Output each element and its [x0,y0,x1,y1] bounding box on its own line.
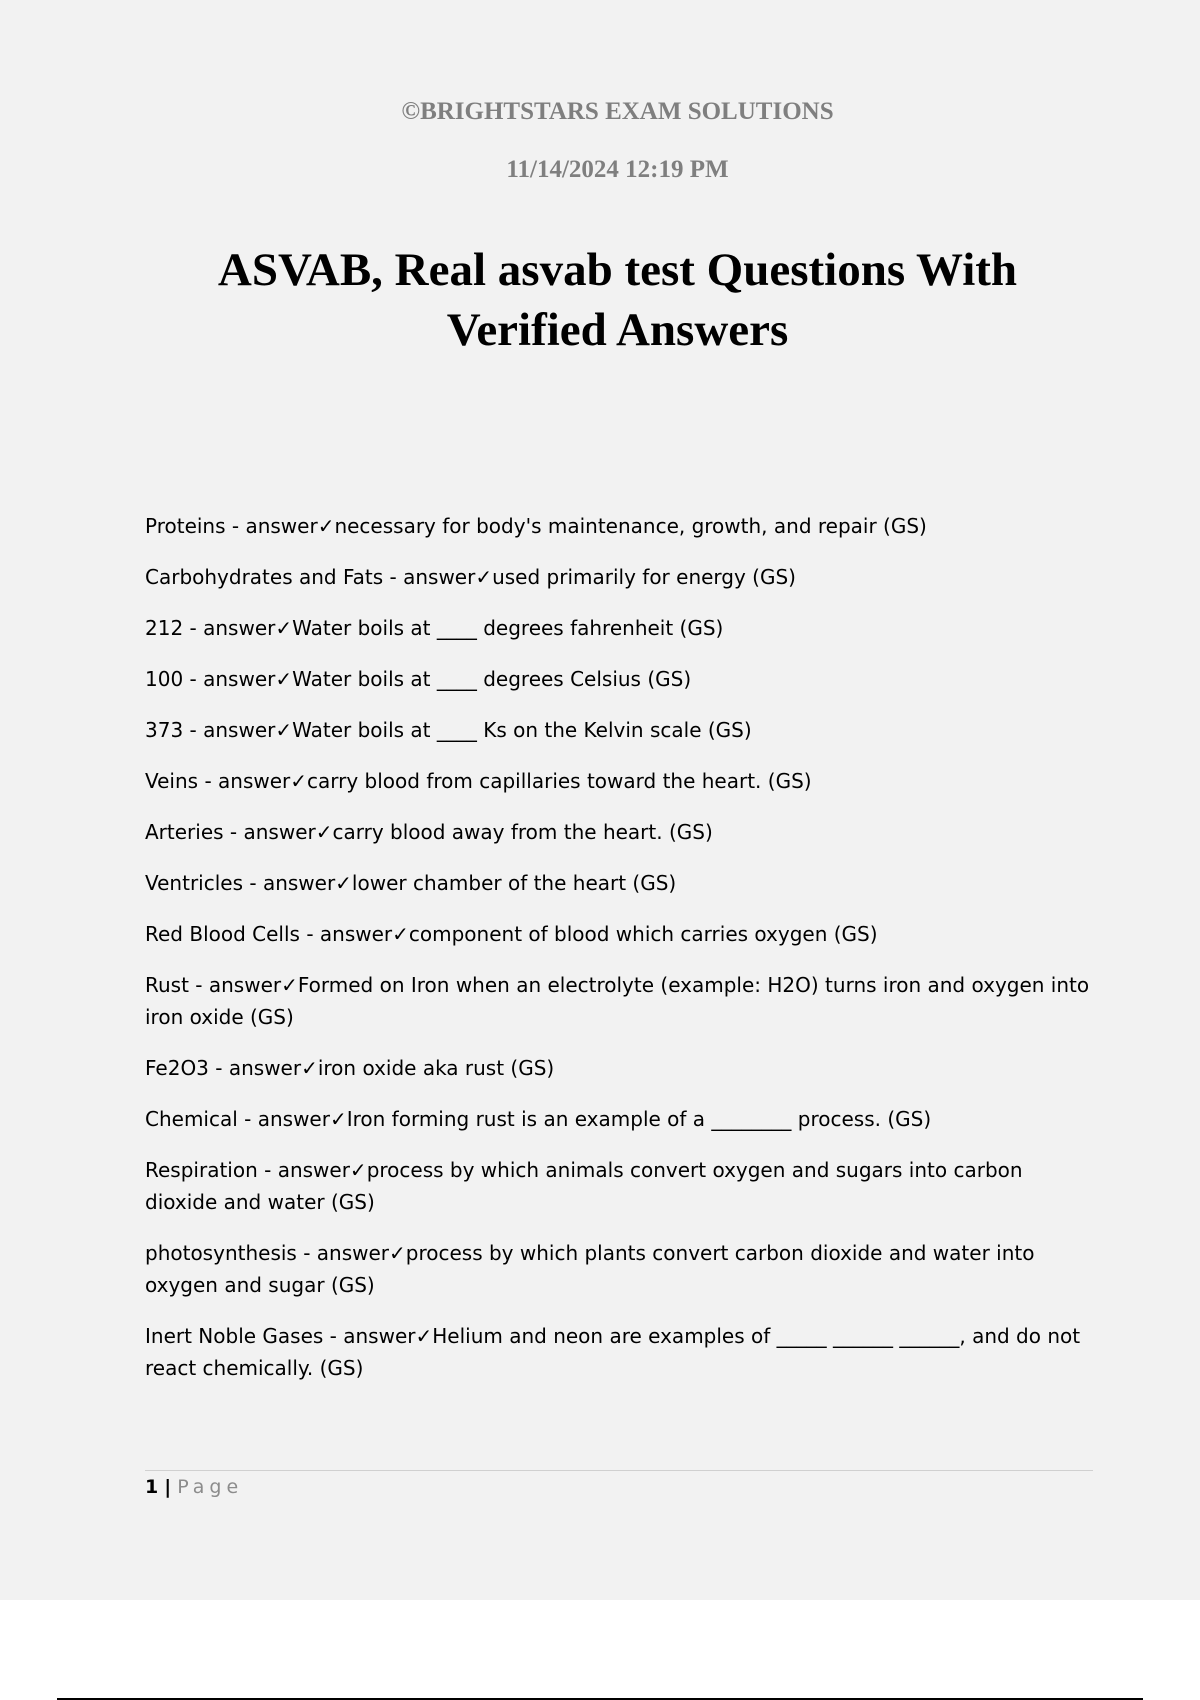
qa-item: Proteins - answer✓necessary for body's maintenance, growth, and repair (GS) [145,514,927,538]
timestamp-header: 11/14/2024 12:19 PM [506,156,729,183]
document-title [0,240,1200,360]
qa-item: Arteries - answer✓carry blood away from the heart. (GS) [145,820,713,844]
copyright-header: ©BRIGHTSTARS EXAM SOLUTIONS [401,98,834,125]
qa-item: Respiration - answer✓process by which animals convert oxygen and sugars into carbon dioxide and water (GS) [145,1158,1023,1214]
qa-list [145,510,1090,1403]
qa-item: Ventricles - answer✓lower chamber of the heart (GS) [145,871,677,895]
qa-item: Inert Noble Gases - answer✓Helium and neon are examples of _____ ______ ______, and do not react chemically. (GS) [145,1324,1081,1380]
footer-divider [145,1470,1093,1471]
page-separator: | [164,1476,172,1498]
qa-item: Fe2O3 - answer✓iron oxide aka rust (GS) [145,1056,555,1080]
qa-item: Carbohydrates and Fats - answer✓used primarily for energy (GS) [145,565,796,589]
qa-item: Red Blood Cells - answer✓component of blood which carries oxygen (GS) [145,922,878,946]
qa-item: 212 - answer✓Water boils at ____ degrees fahrenheit (GS) [145,616,724,640]
title-line-1: ASVAB, Real asvab test Questions With [217,244,1018,296]
qa-item: 373 - answer✓Water boils at ____ Ks on the Kelvin scale (GS) [145,718,752,742]
page-label: Page [177,1476,244,1498]
page-number: 1 [145,1476,159,1498]
qa-item: photosynthesis - answer✓process by which plants convert carbon dioxide and water into oxygen and sugar (GS) [145,1241,1035,1297]
qa-item: Chemical - answer✓Iron forming rust is an example of a ________ process. (GS) [145,1107,932,1131]
title-line-2: Verified Answers [446,304,789,356]
page-footer [145,1474,243,1500]
qa-item: Rust - answer✓Formed on Iron when an electrolyte (example: H2O) turns iron and oxygen into iron oxide (GS) [145,973,1090,1029]
qa-item: 100 - answer✓Water boils at ____ degrees Celsius (GS) [145,667,692,691]
qa-item: Veins - answer✓carry blood from capillaries toward the heart. (GS) [145,769,812,793]
